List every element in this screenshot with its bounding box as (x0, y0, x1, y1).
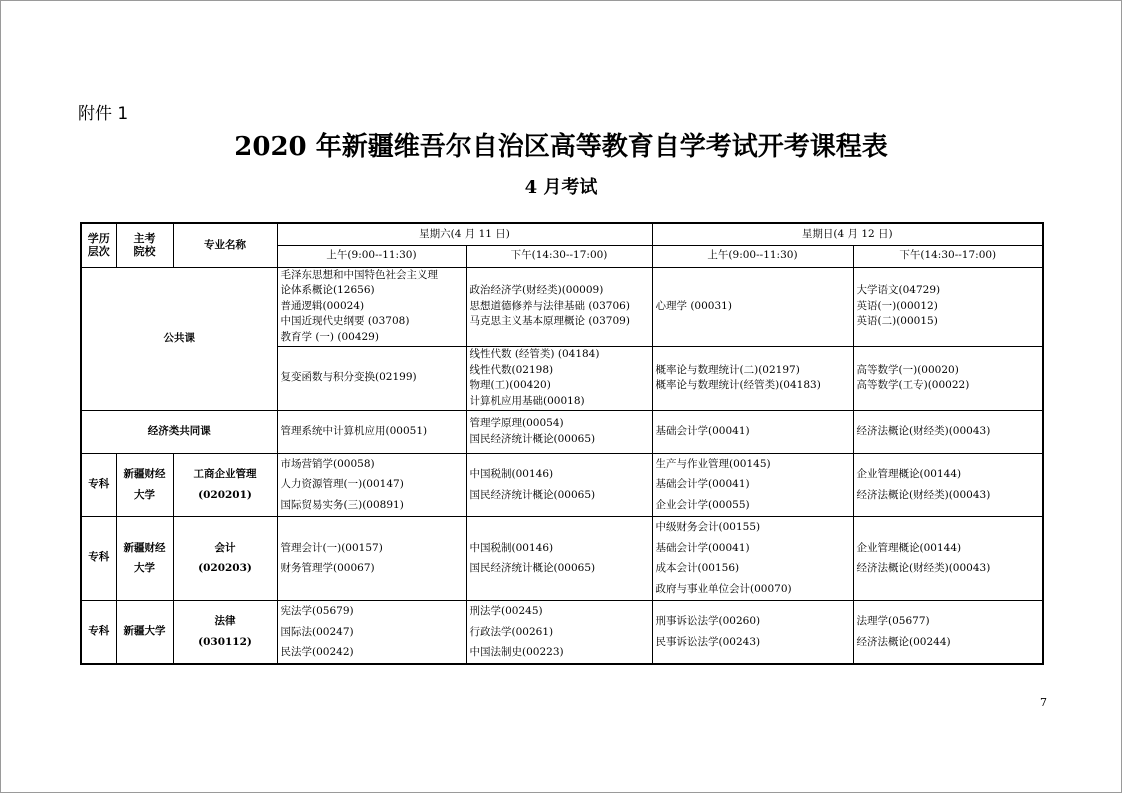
header-sat-morning: 上午(9:00--11:30) (277, 245, 466, 267)
level-cell: 专科 (81, 453, 116, 516)
cell-econ-sun-am: 基础会计学(00041) (652, 410, 853, 453)
cell-public-2-sat-pm: 线性代数 (经管类) (04184) 线性代数(02198) 物理(工)(00420) 计算机应用基础(00018) (466, 346, 652, 410)
header-sunday: 星期日(4 月 12 日) (652, 223, 1043, 245)
header-saturday: 星期六(4 月 11 日) (277, 223, 652, 245)
cell-accounting-sun-pm: 企业管理概论(00144) 经济法概论(财经类)(00043) (853, 516, 1043, 600)
header-level: 学历 层次 (81, 223, 116, 267)
cell-business-sat-pm: 中国税制(00146) 国民经济统计概论(00065) (466, 453, 652, 516)
level-cell: 专科 (81, 600, 116, 664)
cell-public-1-sat-pm: 政治经济学(财经类)(00009) 思想道德修养与法律基础 (03706) 马克思主义基本原理概论 (03709) (466, 267, 652, 346)
cell-public-1-sat-am: 毛泽东思想和中国特色社会主义理 论体系概论(12656) 普通逻辑(00024) 中国近现代史纲要 (03708) 教育学 (一) (00429) (277, 267, 466, 346)
cell-accounting-sat-pm: 中国税制(00146) 国民经济统计概论(00065) (466, 516, 652, 600)
cell-law-sun-pm: 法理学(05677) 经济法概论(00244) (853, 600, 1043, 664)
school-cell: 新疆大学 (116, 600, 173, 664)
cell-accounting-sat-am: 管理会计(一)(00157) 财务管理学(00067) (277, 516, 466, 600)
cell-econ-sat-pm: 管理学原理(00054) 国民经济统计概论(00065) (466, 410, 652, 453)
cell-econ-sun-pm: 经济法概论(财经类)(00043) (853, 410, 1043, 453)
header-school-line-2: 院校 (133, 245, 156, 259)
document-title: 2020 年新疆维吾尔自治区高等教育自学考试开考课程表 (234, 132, 888, 162)
cell-public-2-sun-pm: 高等数学(一)(00020) 高等数学(工专)(00022) (853, 346, 1043, 410)
document-subtitle: 4 月考试 (524, 177, 598, 198)
group-economics-common: 经济类共同课 (81, 410, 277, 453)
cell-public-2-sat-am: 复变函数与积分变换(02199) (277, 346, 466, 410)
major-cell: 会计 (020203) (173, 516, 277, 600)
cell-business-sun-pm: 企业管理概论(00144) 经济法概论(财经类)(00043) (853, 453, 1043, 516)
level-cell: 专科 (81, 516, 116, 600)
group-public-courses: 公共课 (81, 267, 277, 410)
header-sat-afternoon: 下午(14:30--17:00) (466, 245, 652, 267)
header-sun-afternoon: 下午(14:30--17:00) (853, 245, 1043, 267)
attachment-label: 附件 1 (78, 104, 129, 124)
school-cell: 新疆财经 大学 (116, 516, 173, 600)
page-number: 7 (1040, 696, 1047, 709)
header-sun-morning: 上午(9:00--11:30) (652, 245, 853, 267)
cell-law-sun-am: 刑事诉讼法学(00260) 民事诉讼法学(00243) (652, 600, 853, 664)
major-cell: 工商企业管理 (020201) (173, 453, 277, 516)
cell-public-1-sun-am: 心理学 (00031) (652, 267, 853, 346)
cell-public-2-sun-am: 概率论与数理统计(二)(02197) 概率论与数理统计(经管类)(04183) (652, 346, 853, 410)
major-cell: 法律 (030112) (173, 600, 277, 664)
header-school: 主考 院校 (116, 223, 173, 267)
cell-law-sat-am: 宪法学(05679) 国际法(00247) 民法学(00242) (277, 600, 466, 664)
cell-business-sun-am: 生产与作业管理(00145) 基础会计学(00041) 企业会计学(00055) (652, 453, 853, 516)
header-major: 专业名称 (173, 223, 277, 267)
cell-law-sat-pm: 刑法学(00245) 行政法学(00261) 中国法制史(00223) (466, 600, 652, 664)
cell-econ-sat-am: 管理系统中计算机应用(00051) (277, 410, 466, 453)
school-cell: 新疆财经 大学 (116, 453, 173, 516)
exam-schedule-table (80, 222, 1044, 665)
cell-business-sat-am: 市场营销学(00058) 人力资源管理(一)(00147) 国际贸易实务(三)(00891) (277, 453, 466, 516)
cell-accounting-sun-am: 中级财务会计(00155) 基础会计学(00041) 成本会计(00156) 政府与事业单位会计(00070) (652, 516, 853, 600)
header-level-line-2: 层次 (87, 245, 110, 259)
cell-public-1-sun-pm: 大学语文(04729) 英语(一)(00012) 英语(二)(00015) (853, 267, 1043, 346)
